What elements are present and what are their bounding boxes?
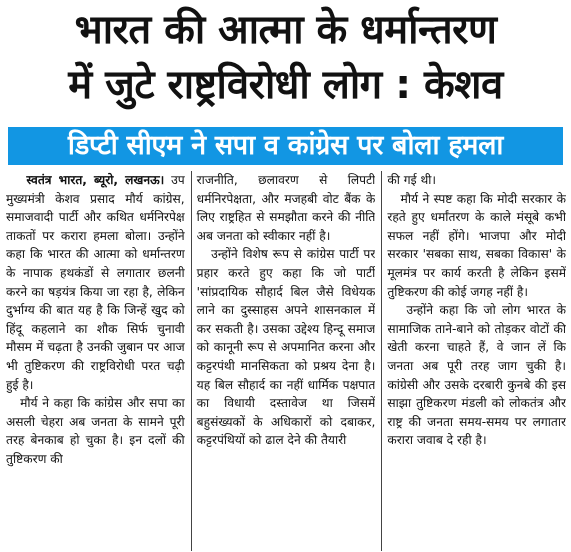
- column-1-paragraph-2-text: मौर्य ने कहा कि कांग्रेस और सपा का असली चेहरा अब जनता के सामने पूरी तरह बेनकाब हो चुका है। इन दलों की तुष्टिकरण की: [6, 396, 185, 466]
- column-1-paragraph-1: [6, 171, 185, 394]
- byline: स्वतंत्र भारत, ब्यूरो, लखनऊ।: [26, 173, 165, 187]
- column-2-paragraph-2-text: उन्होंने विशेष रूप से कांग्रेस पार्टी पर प्रहार करते हुए कहा कि जो पार्टी 'सांप्रदायिक सौहार्द बिल जैसे विधेयक लाने का दुस्साहस अपने शासनकाल में कर सकती है। उसका उद्देश्य हिन्दू समाज को कानूनी रूप से अपमानित करना और कट्टरपंथी मानसिकता को प्रश्रय देना है। यह बिल सौहार्द का नहीं धार्मिक पक्षपात का विधायी दस्तावेज था जिसमें बहुसंख्यकों के अधिकारों को दबाकर, कट्टरपंथियों को ढाल देने की तैयारी: [196, 247, 376, 448]
- headline-line-2: में जुटे राष्ट्रविरोधी लोग : केशव: [68, 62, 503, 108]
- column-3-paragraph-2: [387, 190, 566, 302]
- article-column-3: [381, 171, 566, 551]
- column-3-paragraph-2-text: मौर्य ने स्पष्ट कहा कि मोदी सरकार के रहते हुए धर्मांतरण के काले मंसूबे कभी सफल नहीं होंगे। भाजपा और मोदी सरकार 'सबका साथ, सबका विकास' के मूलमंत्र पर कार्य करती है लेकिन इसमें तुष्टिकरण की कोई जगह नहीं है।: [387, 191, 566, 299]
- column-2-paragraph-2: [197, 245, 376, 450]
- column-3-paragraph-1: की गई थी।: [387, 173, 437, 187]
- subheadline-banner: डिप्टी सीएम ने सपा व कांग्रेस पर बोला हमला: [8, 127, 563, 165]
- article-body: [6, 171, 566, 551]
- column-1-paragraph-1-text: उप मुख्यमंत्री केशव प्रसाद मौर्य कांग्रेस, समाजवादी पार्टी और कथित धर्मनिरपेक्ष ताकतों पर करारा हमला बोला। उन्होंने कहा कि भारत की आत्मा को धर्मान्तरण के नापाक हथकंडों से लगातार छलनी करने का षड़यंत्र किया जा रहा है, लेकिन दुर्भाग्य की बात यह है कि जिन्हें खुद को हिंदू कहलाने का शौक सिर्फ चुनावी मौसम में चढ़ता है उनकी जुबान पर आज भी तुष्टिकरण की राष्ट्रविरोधी परत चढ़ी हुई है।: [6, 173, 185, 392]
- article-column-2: [191, 171, 376, 551]
- headline-line-1: भारत की आत्मा के धर्मान्तरण: [74, 7, 497, 53]
- column-1-paragraph-2: [6, 394, 185, 468]
- column-3-paragraph-3: [387, 301, 566, 450]
- article-column-1: [6, 171, 185, 551]
- column-2-paragraph-1: राजनीति, छलावरण से लिपटी धर्मनिरपेक्षता, और मजहबी वोट बैंक के लिए राष्ट्रहित से समझौता करने की नीति अब जनता को स्वीकार नहीं है।: [196, 173, 376, 243]
- column-3-paragraph-3-text: उन्होंने कहा कि जो लोग भारत के सामाजिक ताने-बाने को तोड़कर वोटों की खेती करना चाहते हैं, वे जान लें कि जनता अब पूरी तरह जाग चुकी है। कांग्रेसी और उसके दरबारी कुनबे की इस साझा तुष्टिकरण मंडली को लोकतंत्र और राष्ट्र की जनता समय-समय पर लगातार करारा जवाब दे रही है।: [387, 303, 566, 448]
